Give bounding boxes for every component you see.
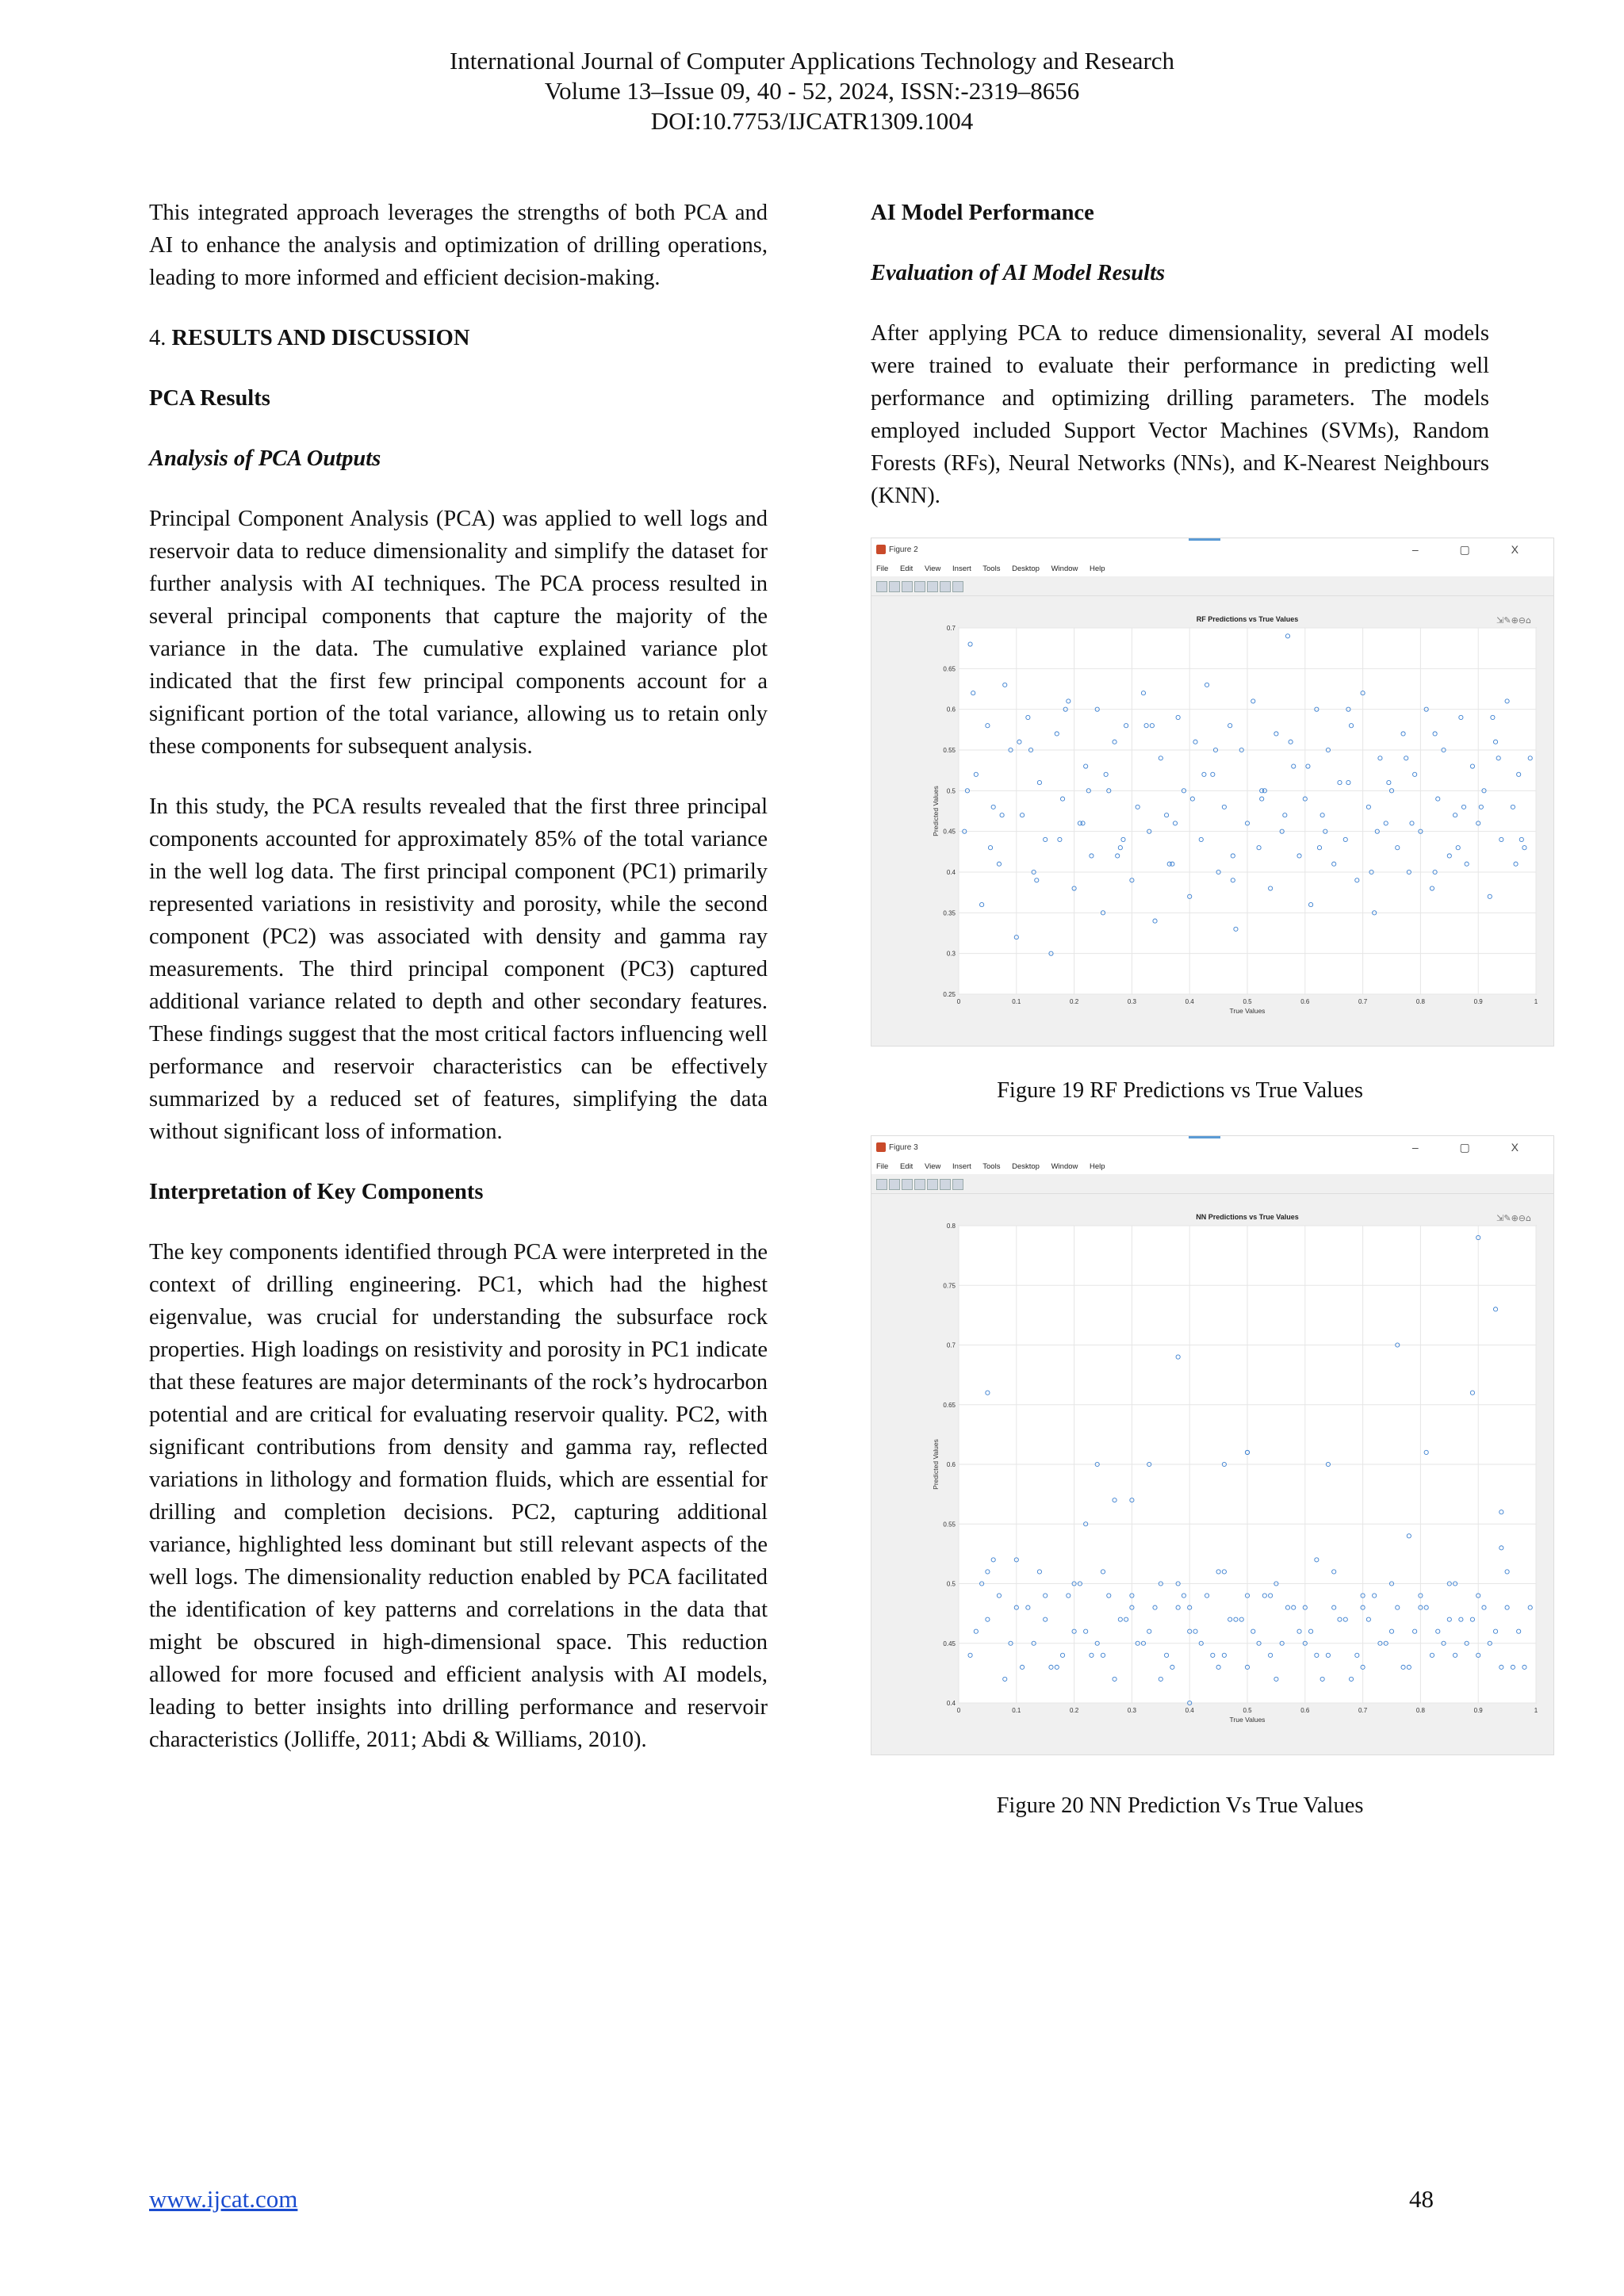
x-tick-label: 0.2 bbox=[1070, 1707, 1079, 1714]
rf-scatter-chart bbox=[871, 596, 1553, 1045]
menu-insert[interactable]: Insert bbox=[952, 564, 971, 573]
print-icon[interactable] bbox=[914, 1179, 925, 1190]
y-tick-label: 0.5 bbox=[946, 1580, 956, 1588]
print-icon[interactable] bbox=[914, 581, 925, 592]
plot-area bbox=[871, 1194, 1553, 1754]
figure-toolbar bbox=[871, 576, 1553, 596]
x-tick-label: 1 bbox=[1534, 998, 1538, 1005]
interpretation-heading: Interpretation of Key Components bbox=[149, 1180, 484, 1204]
colorbar-icon[interactable] bbox=[952, 581, 963, 592]
y-tick-label: 0.3 bbox=[946, 950, 956, 958]
x-tick-label: 0.8 bbox=[1415, 1707, 1425, 1714]
x-tick-label: 0.4 bbox=[1185, 998, 1194, 1005]
menu-bar bbox=[871, 1160, 1553, 1174]
matlab-icon bbox=[876, 545, 886, 554]
titlebar-accent bbox=[1189, 538, 1220, 541]
y-tick-label: 0.75 bbox=[943, 1282, 956, 1290]
menu-help[interactable]: Help bbox=[1090, 1162, 1105, 1171]
x-axis-label: True Values bbox=[1229, 1716, 1266, 1724]
window-title: Figure 2 bbox=[889, 545, 918, 554]
menu-window[interactable]: Window bbox=[1051, 1162, 1078, 1171]
menu-file[interactable]: File bbox=[876, 1162, 889, 1171]
pointer-icon[interactable] bbox=[927, 581, 938, 592]
y-tick-label: 0.6 bbox=[946, 706, 956, 714]
figure-20-caption: Figure 20 NN Prediction Vs True Values bbox=[996, 1793, 1364, 1818]
journal-website-link[interactable]: www.ijcat.com bbox=[149, 2185, 298, 2213]
figure-toolbar bbox=[871, 1174, 1553, 1194]
figure-19-window bbox=[871, 538, 1554, 1047]
x-tick-label: 0.1 bbox=[1012, 1707, 1021, 1714]
x-tick-label: 0.3 bbox=[1127, 998, 1136, 1005]
datatip-icon[interactable] bbox=[940, 1179, 951, 1190]
x-tick-label: 1 bbox=[1534, 1707, 1538, 1714]
journal-volume: Volume 13–Issue 09, 40 - 52, 2024, ISSN:-2319–8656 bbox=[544, 77, 1080, 105]
intro-paragraph: This integrated approach leverages the strengths of both PCA and AI to enhance the analysis and optimization of drilling operations, leading to more informed and efficient decision-making. bbox=[149, 201, 768, 290]
y-tick-label: 0.65 bbox=[943, 1401, 956, 1409]
y-tick-label: 0.7 bbox=[946, 1341, 956, 1349]
analysis-heading: Analysis of PCA Outputs bbox=[149, 446, 381, 471]
ai-performance-heading: AI Model Performance bbox=[871, 201, 1094, 225]
y-tick-label: 0.8 bbox=[946, 1223, 956, 1230]
datatip-icon[interactable] bbox=[940, 581, 951, 592]
window-titlebar bbox=[871, 538, 1553, 562]
menu-tools[interactable]: Tools bbox=[982, 1162, 1001, 1171]
save-icon[interactable] bbox=[902, 581, 913, 592]
evaluation-heading: Evaluation of AI Model Results bbox=[871, 261, 1166, 285]
y-tick-label: 0.35 bbox=[943, 909, 956, 917]
menu-edit[interactable]: Edit bbox=[899, 564, 914, 573]
open-icon[interactable] bbox=[889, 1179, 900, 1190]
window-controls[interactable]: – ▢ X bbox=[1411, 1141, 1538, 1154]
chart-title: NN Predictions vs True Values bbox=[1196, 1213, 1299, 1221]
journal-name: International Journal of Computer Applications Technology and Research bbox=[449, 47, 1175, 75]
left-column bbox=[149, 197, 768, 1784]
menu-edit[interactable]: Edit bbox=[899, 1162, 914, 1171]
menu-desktop[interactable]: Desktop bbox=[1012, 1162, 1040, 1171]
x-tick-label: 0.6 bbox=[1300, 1707, 1310, 1714]
x-tick-label: 0.7 bbox=[1358, 1707, 1368, 1714]
matlab-icon bbox=[876, 1142, 886, 1152]
section-title: RESULTS AND DISCUSSION bbox=[171, 326, 470, 350]
x-tick-label: 0.7 bbox=[1358, 998, 1368, 1005]
journal-header bbox=[0, 46, 1624, 136]
y-tick-label: 0.4 bbox=[946, 869, 956, 876]
plot-area bbox=[871, 596, 1553, 1045]
axes-toolbar-icon: ⇲✎⊕⊖⌂ bbox=[1496, 1213, 1531, 1223]
open-icon[interactable] bbox=[889, 581, 900, 592]
x-tick-label: 0.3 bbox=[1127, 1707, 1136, 1714]
x-tick-label: 0.9 bbox=[1473, 998, 1483, 1005]
colorbar-icon[interactable] bbox=[952, 1179, 963, 1190]
section-number: 4. bbox=[149, 326, 172, 350]
menu-insert[interactable]: Insert bbox=[952, 1162, 971, 1171]
save-icon[interactable] bbox=[902, 1179, 913, 1190]
y-axis-label: Predicted Values bbox=[932, 786, 940, 836]
pointer-icon[interactable] bbox=[927, 1179, 938, 1190]
right-column bbox=[871, 197, 1489, 540]
menu-desktop[interactable]: Desktop bbox=[1012, 564, 1040, 573]
nn-scatter-chart bbox=[871, 1194, 1553, 1754]
x-tick-label: 0.8 bbox=[1415, 998, 1425, 1005]
x-axis-label: True Values bbox=[1229, 1007, 1266, 1015]
x-tick-label: 0.2 bbox=[1070, 998, 1079, 1005]
x-tick-label: 0.1 bbox=[1012, 998, 1021, 1005]
y-tick-label: 0.45 bbox=[943, 828, 956, 836]
x-tick-label: 0.9 bbox=[1473, 1707, 1483, 1714]
journal-doi: DOI:10.7753/IJCATR1309.1004 bbox=[650, 107, 974, 135]
y-tick-label: 0.55 bbox=[943, 747, 956, 754]
y-tick-label: 0.45 bbox=[943, 1640, 956, 1647]
pca-paragraph-2: In this study, the PCA results revealed that the first three principal components accounted for approximately 85% of the total variance in the well log data. The first principal component (PC1) primarily represented variations in resistivity and porosity, while the second component (PC2) was associated with density and gamma ray measurements. The third principal component (PC3) captured additional variance related to depth and other secondary features. These findings suggest that the most critical factors influencing well performance and reservoir characteristics can be effectively summarized by a reduced set of features, simplifying the data without significant loss of information. bbox=[149, 794, 768, 1144]
menu-help[interactable]: Help bbox=[1090, 564, 1105, 573]
interpretation-paragraph: The key components identified through PCA were interpreted in the context of drilling engineering. PC1, which had the highest eigenvalue, was crucial for understanding the subsurface rock properties. High loadings on resistivity and porosity in PC1 indicate that these features are major determinants of the rock’s hydrocarbon potential and are critical for evaluating reservoir quality. PC2, with significant contributions from density and gamma ray, reflected variations in lithology and formation fluids, which are essential for drilling and completion decisions. PC2, capturing additional variance, highlighted less dominant but still relevant aspects of the well logs. The dimensionality reduction enabled by PCA facilitated the identification of key patterns and correlations in the data that might be obscured in high-dimensional space. This reduction allowed for more focused and efficient analysis with AI models, leading to better insights into drilling performance and reservoir characteristics (Jolliffe, 2011; Abdi & Williams, 2010). bbox=[149, 1240, 768, 1752]
pca-results-heading: PCA Results bbox=[149, 386, 270, 411]
x-tick-label: 0.5 bbox=[1243, 1707, 1252, 1714]
section-heading bbox=[149, 322, 768, 354]
x-tick-label: 0.6 bbox=[1300, 998, 1310, 1005]
y-tick-label: 0.4 bbox=[946, 1700, 956, 1707]
window-titlebar bbox=[871, 1136, 1553, 1160]
window-controls[interactable]: – ▢ X bbox=[1411, 543, 1538, 556]
x-tick-label: 0.4 bbox=[1185, 1707, 1194, 1714]
y-tick-label: 0.25 bbox=[943, 991, 956, 998]
menu-window[interactable]: Window bbox=[1051, 564, 1078, 573]
y-tick-label: 0.65 bbox=[943, 665, 956, 673]
y-tick-label: 0.6 bbox=[946, 1461, 956, 1468]
new-icon[interactable] bbox=[876, 581, 887, 592]
pca-paragraph-1: Principal Component Analysis (PCA) was applied to well logs and reservoir data to reduce dimensionality and simplify the dataset for further analysis with AI techniques. The PCA process resulted in several principal components that capture the majority of the variance in the data. The cumulative explained variance plot indicated that the first few principal components account for a significant portion of the total variance, allowing us to retain only these components for subsequent analysis. bbox=[149, 507, 768, 759]
menu-file[interactable]: File bbox=[876, 564, 889, 573]
menu-view[interactable]: View bbox=[924, 1162, 941, 1171]
titlebar-accent bbox=[1189, 1136, 1220, 1138]
y-tick-label: 0.7 bbox=[946, 625, 956, 632]
x-tick-label: 0 bbox=[956, 1707, 961, 1714]
x-tick-label: 0.5 bbox=[1243, 998, 1252, 1005]
menu-bar bbox=[871, 562, 1553, 576]
ai-paragraph: After applying PCA to reduce dimensionality, several AI models were trained to evaluate their performance in predicting well performance and optimizing drilling parameters. The models employed included Support Vector Machines (SVMs), Random Forests (RFs), Neural Networks (NNs), and K-Nearest Neighbours (KNN). bbox=[871, 321, 1489, 508]
figure-20-window bbox=[871, 1135, 1554, 1755]
x-tick-label: 0 bbox=[956, 998, 961, 1005]
window-title: Figure 3 bbox=[889, 1143, 918, 1152]
new-icon[interactable] bbox=[876, 1179, 887, 1190]
axes-toolbar-icon: ⇲✎⊕⊖⌂ bbox=[1496, 615, 1531, 626]
y-axis-label: Predicted Values bbox=[932, 1439, 940, 1490]
menu-tools[interactable]: Tools bbox=[982, 564, 1001, 573]
y-tick-label: 0.55 bbox=[943, 1521, 956, 1529]
y-tick-label: 0.5 bbox=[946, 787, 956, 795]
chart-title: RF Predictions vs True Values bbox=[1196, 615, 1299, 623]
menu-view[interactable]: View bbox=[924, 564, 941, 573]
figure-19-caption: Figure 19 RF Predictions vs True Values bbox=[997, 1078, 1363, 1103]
page-number: 48 bbox=[1409, 2185, 1434, 2213]
